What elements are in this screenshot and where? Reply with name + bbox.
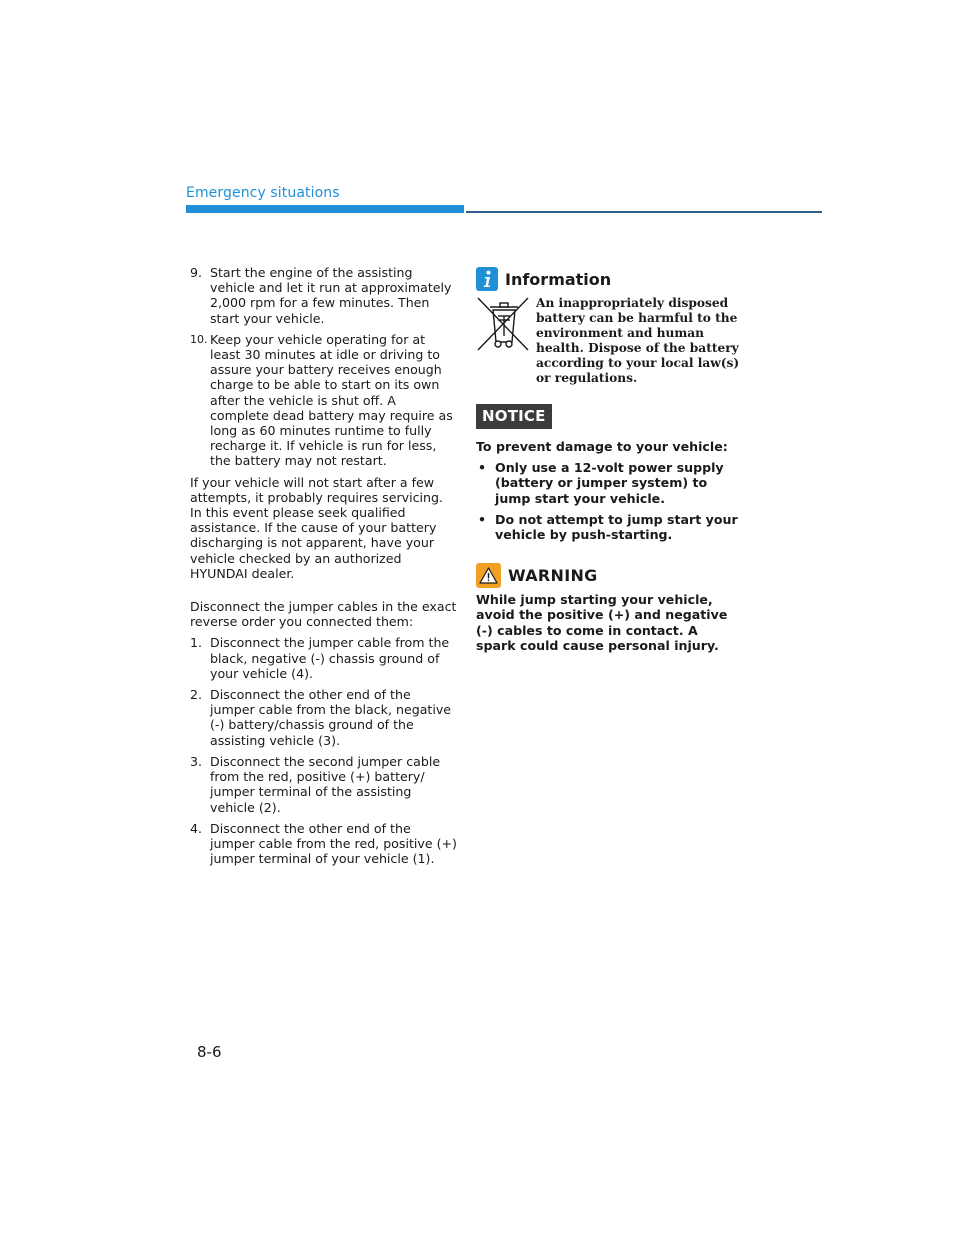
left-column [190, 265, 458, 872]
notice-bullet-text: Do not attempt to jump start your vehicle by push-starting. [495, 511, 738, 543]
step-text: Disconnect the other end of the jumper cable from the red, positive (+) jumper terminal of your vehicle (1). [210, 820, 457, 867]
step-text: Disconnect the jumper cable from the black, negative (-) chassis ground of your vehicle (4). [210, 635, 450, 681]
header-accent-bar [186, 205, 464, 213]
step-text: Disconnect the other end of the jumper cable from the black, negative (-) battery/chassis ground of the assisting vehicle (3). [210, 687, 452, 748]
notice-bullet [476, 460, 746, 506]
notice-bullet-text: Only use a 12-volt power supply (battery or jumper system) to jump start your vehicle. [495, 460, 724, 506]
header-rule [466, 211, 822, 213]
step-item [190, 687, 458, 748]
information-text: An inappropriately disposed battery can be harmful to the environment and human health. Dispose of the battery according to your local law(s) or regulations. [536, 296, 740, 385]
step-item [190, 754, 458, 815]
step-text: Disconnect the second jumper cable from the red, positive (+) battery/ jumper terminal of the assisting vehicle (2). [210, 753, 441, 815]
warning-text: While jump starting your vehicle, avoid the positive (+) and negative (-) cables to come in contact. A spark could cause personal injury. [476, 592, 728, 653]
step-number: 3. [190, 753, 203, 769]
information-header [476, 265, 746, 293]
information-body [476, 296, 746, 386]
step-item [190, 821, 458, 867]
warning-title: WARNING [508, 565, 598, 585]
step-text: Keep your vehicle operating for at least 30 minutes at idle or driving to assure your battery receives enough charge to be able to start on its own after the vehicle is shut off. A complete dead battery may require as long as 60 minutes runtime to fully recharge it. If vehicle is run for less, the battery may not restart. [210, 331, 453, 469]
step-number: 4. [190, 820, 203, 836]
step-item [190, 332, 458, 469]
notice-bullet [476, 512, 746, 542]
step-number: 1. [190, 635, 203, 651]
step-item [190, 635, 458, 681]
warning-header [476, 562, 746, 588]
crossed-out-bin-icon [476, 296, 532, 354]
bullet-dot: • [478, 511, 487, 527]
warning-triangle-icon [476, 563, 501, 588]
paragraph-disconnect: Disconnect the jumper cables in the exact reverse order you connected them: [190, 599, 457, 630]
bullet-dot: • [478, 460, 487, 476]
page-number: 8-6 [197, 1043, 222, 1061]
paragraph-servicing: If your vehicle will not start after a few attempts, it probably requires servicing. In this event please seek qualified assistance. If the cause of your battery discharging is not apparent, have your vehicle checked by an authorized HYUNDAI dealer. [190, 474, 443, 581]
information-title: Information [505, 269, 612, 289]
step-number: 9. [190, 265, 203, 280]
step-item [190, 265, 458, 326]
info-icon [476, 267, 498, 291]
notice-badge: NOTICE [476, 404, 552, 429]
step-number: 10. [190, 332, 208, 346]
right-column [476, 265, 746, 653]
step-number: 2. [190, 687, 203, 703]
step-text: Start the engine of the assisting vehicle and let it run at approximately 2,000 rpm for a few minutes. Then start your vehicle. [210, 265, 452, 326]
notice-intro: To prevent damage to your vehicle: [476, 439, 728, 454]
section-title: Emergency situations [186, 185, 340, 201]
